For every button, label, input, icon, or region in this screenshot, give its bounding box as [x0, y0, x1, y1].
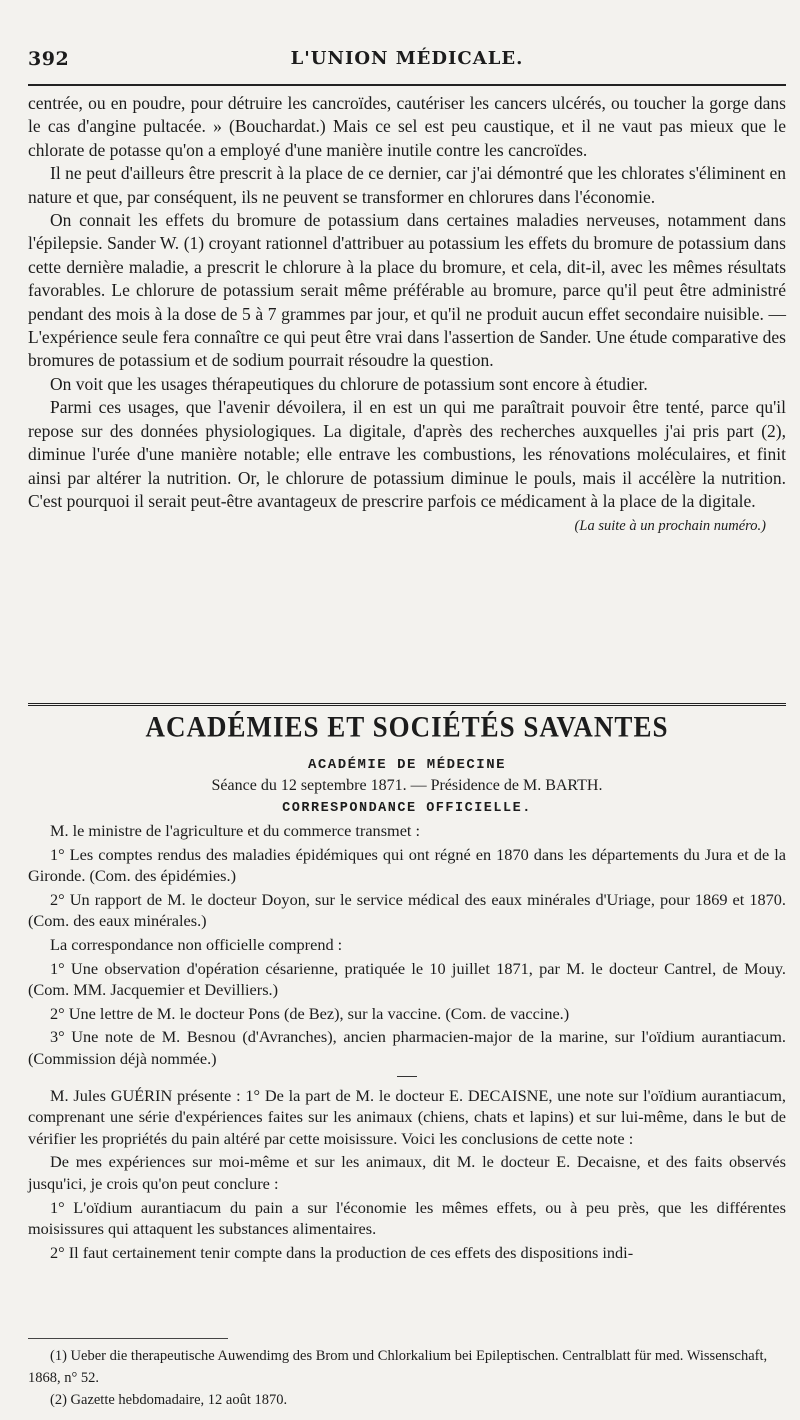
section-paragraph: La correspondance non officielle comprend :: [50, 934, 343, 954]
section-paragraph: 1° L'oïdium aurantiacum du pain a sur l'économie les mêmes effets, ou à peu près, que les différentes moisissures qui attaquent les substances alimentaires.: [28, 1197, 786, 1239]
article-paragraph: On connait les effets du bromure de potassium dans certaines maladies nerveuses, notamment dans l'épilepsie. Sander W. (1) croyant rationnel d'attribuer au potassium les effets du bromure de potassium dans cette dernière maladie, a prescrit le chlorure à la place du bromure, et cela, dit-il, avec les mêmes résultats favorables. Le chlorure de potassium serait même préférable au bromure, parce qu'il peut être administré pendant des mois à la dose de 5 à 7 grammes par jour, et qu'il ne produit aucun effet secondaire nuisible. — L'expérience seule fera connaître ce qui peut être vrai dans l'assertion de Sander. Une étude comparative des bromures de potassium et de sodium pourrait résoudre la question.: [28, 210, 786, 371]
section-paragraph: 1° Une observation d'opération césarienne, pratiquée le 10 juillet 1871, par M. le docteur Cantrel, de Mouy. (Com. MM. Jacquemier et Devilliers.): [28, 958, 786, 1000]
section-separator: [28, 703, 786, 706]
page-number: 392: [28, 48, 70, 70]
correspondance-heading: CORRESPONDANCE OFFICIELLE.: [282, 801, 532, 816]
section-subtitle: ACADÉMIE DE MÉDECINE: [307, 757, 507, 773]
page-header: [28, 48, 786, 76]
section-paragraph: 2° Il faut certainement tenir compte dans la production de ces effets des dispositions indi-: [50, 1242, 634, 1262]
section-title: ACADÉMIES ET SOCIÉTÉS SAVANTES: [145, 710, 669, 744]
section-paragraph: 2° Une lettre de M. le docteur Pons (de Bez), sur la vaccine. (Com. de vaccine.): [50, 1003, 570, 1023]
section-body: [28, 820, 786, 1263]
running-title: L'UNION MÉDICALE.: [290, 48, 524, 69]
article-paragraph: centrée, ou en poudre, pour détruire les cancroïdes, cautériser les cancers ulcérés, ou toucher la gorge dans le cas d'angine pultacée. » (Bouchardat.) Mais ce sel est peu caustique, et il ne vaut pas mieux que le chlorate de potasse qu'on a employé d'une manière inutile contre les cancroïdes.: [28, 93, 786, 160]
footnote: (2) Gazette hebdomadaire, 12 août 1870.: [50, 1392, 288, 1408]
academies-section: [28, 712, 786, 1265]
continuation-note: (La suite à un prochain numéro.): [574, 518, 766, 535]
section-paragraph: 2° Un rapport de M. le docteur Doyon, sur le service médical des eaux minérales d'Uriage, pour 1869 et 1870. (Com. des eaux minérales.): [28, 889, 786, 931]
section-paragraph: 1° Les comptes rendus des maladies épidémiques qui ont régné en 1870 dans les départements du Jura et de la Gironde. (Com. des épidémies.): [28, 844, 786, 886]
seance-line: Séance du 12 septembre 1871. — Présidence de M. BARTH.: [211, 777, 603, 794]
article-paragraph: Il ne peut d'ailleurs être prescrit à la place de ce dernier, car j'ai démontré que les chlorates s'éliminent en nature et que, par conséquent, ils ne peuvent se transformer en chlorures dans l'économie.: [28, 163, 786, 207]
section-paragraph: 3° Une note de M. Besnou (d'Avranches), ancien pharmacien-major de la marine, sur l'oïdium aurantiacum. (Commission déjà nommée.): [28, 1027, 786, 1068]
section-paragraph: M. Jules GUÉRIN présente : 1° De la part de M. le docteur E. DECAISNE, une note sur l'oïdium aurantiacum, comprenant une série d'expériences faites sur les animaux (chiens, chats et lapins) et sur lui-même, dans le but de vérifier les propriétés du pain altéré par cette moisissure. Voici les conclusions de cette note :: [28, 1085, 786, 1148]
footnotes: [28, 1345, 786, 1411]
short-divider: [397, 1076, 417, 1077]
article-body: [28, 92, 786, 539]
section-paragraph: M. le ministre de l'agriculture et du commerce transmet :: [50, 821, 421, 840]
article-paragraph: On voit que les usages thérapeutiques du chlorure de potassium sont encore à étudier.: [50, 373, 648, 394]
section-paragraph: De mes expériences sur moi-même et sur les animaux, dit M. le docteur E. Decaisne, et des faits observés jusqu'ici, je crois qu'on peut conclure :: [28, 1152, 786, 1193]
header-rule: [28, 84, 786, 86]
footnote-rule: [28, 1338, 228, 1339]
footnote: (1) Ueber die therapeutische Auwendimg des Brom und Chlorkalium bei Epileptischen. Centralblatt für med. Wissenschaft, 1868, n° 52.: [28, 1348, 768, 1386]
article-paragraph: Parmi ces usages, que l'avenir dévoilera, il en est un qui me paraîtrait pouvoir être tenté, parce qu'il repose sur des données physiologiques. La digitale, d'après des recherches auxquelles j'ai pris part (2), diminue l'urée d'une manière notable; elle entrave les combustions, les rénovations moléculaires, et finit ainsi par altérer la nutrition. Or, le chlorure de potassium diminue le pouls, mais il accélère la nutrition. C'est pourquoi il serait peut-être avantageux de prescrire parfois ce médicament à la place de la digitale.: [28, 397, 786, 511]
